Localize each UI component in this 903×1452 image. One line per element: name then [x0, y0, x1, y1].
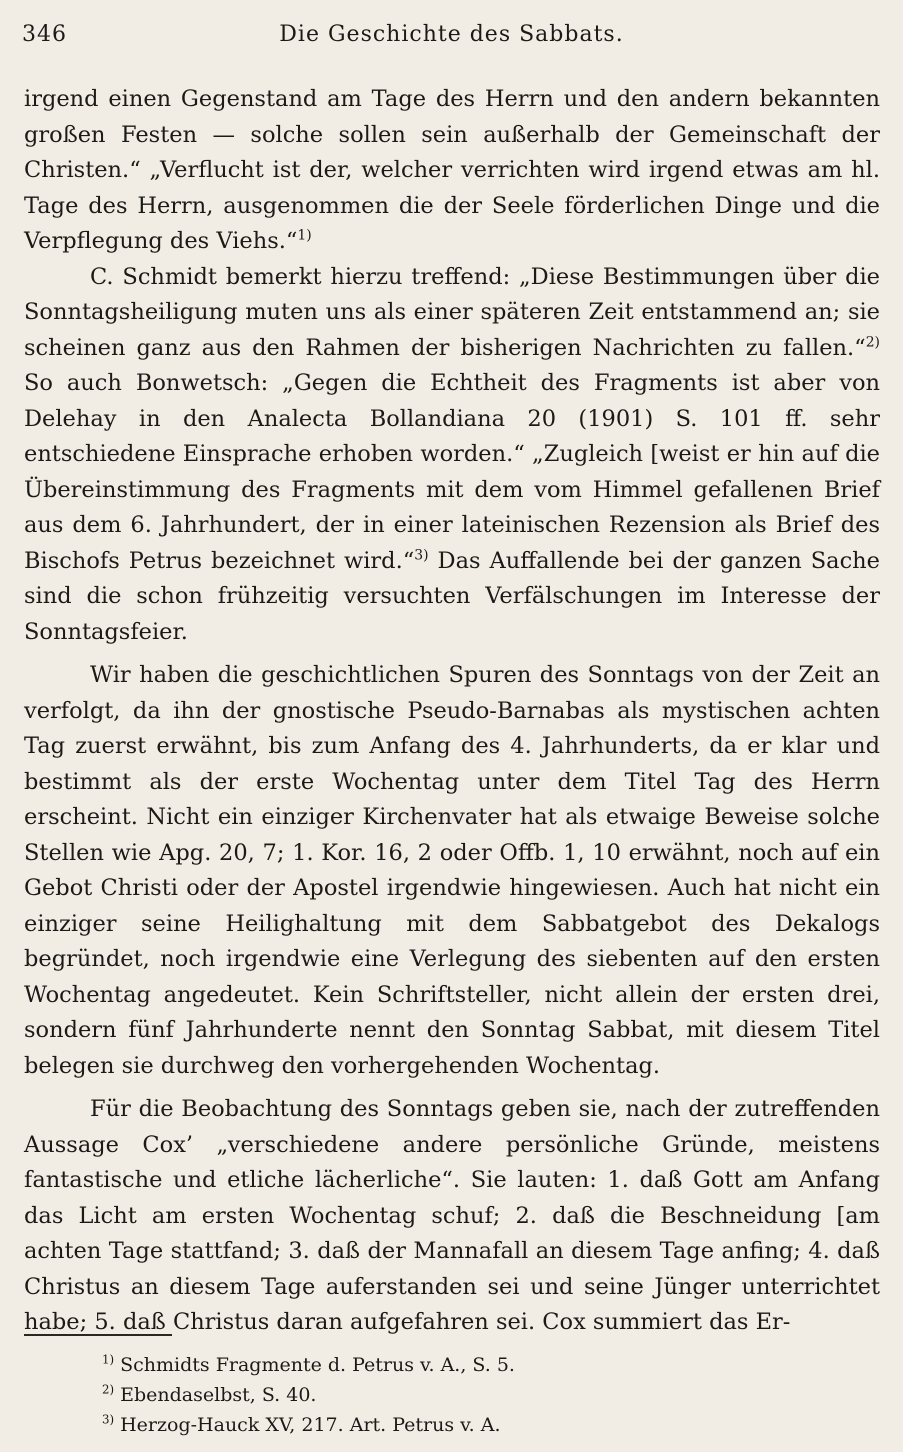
footnote-mark: 2): [102, 1382, 115, 1397]
paragraph-2: [24, 260, 880, 651]
page-header: [22, 22, 881, 52]
paragraph-1: [24, 82, 880, 260]
paragraph-text: Das Auffallende bei der ganzen Sache sind die schon frühzeitig versuchten Verfälschungen im Interesse der Sonntagsfeier.: [24, 547, 880, 645]
paragraph-text: So auch Bonwetsch: „Gegen die Echtheit des Fragments ist aber von Delehay in den Analecta Bollandiana 20 (1901) S. 101 ff. sehr entschiedene Einsprache erhoben worden.“ „Zugleich [weist er hin auf die Übereinstimmung des Fragments mit dem vom Himmel gefallenen Brief aus dem 6. Jahrhundert, der in einer lateinischen Rezension als Brief des Bischofs Petrus bezeichnet wird.“: [24, 370, 880, 574]
footnote-text: Ebendaselbst, S. 40.: [114, 1384, 317, 1406]
footnote-3: [102, 1410, 802, 1440]
paragraph-3: [24, 658, 880, 1084]
paragraph-text: Wir haben die geschichtlichen Spuren des Sonntags von der Zeit an verfolgt, da ihn der gnostische Pseudo-Barnabas als mystischen achten Tag zuerst erwähnt, bis zum Anfang des 4. Jahrhunderts, da er klar und bestimmt als der erste Wochentag unter dem Titel Tag des Herrn erscheint. Nicht ein einziger Kirchenvater hat als etwaige Beweise solche Stellen wie Apg. 20, 7; 1. Kor. 16, 2 oder Offb. 1, 10 erwähnt, noch auf ein Gebot Christi oder der Apostel irgendwie hingewiesen. Auch hat nicht ein einziger seine Heilighaltung mit dem Sabbatgebot des Dekalogs begründet, noch irgendwie eine Verlegung des siebenten auf den ersten Wochentag angedeutet. Kein Schriftsteller, nicht allein der ersten drei, sondern fünf Jahrhunderte nennt den Sonntag Sabbat, mit diesem Titel belegen sie durchweg den vorhergehenden Wochentag.: [24, 662, 880, 1079]
footnote-separator: [24, 1334, 172, 1336]
footnote-ref-2: 2): [865, 333, 880, 350]
page-number: 346: [22, 22, 67, 47]
footnotes: [102, 1350, 802, 1440]
paragraph-4: [24, 1092, 880, 1341]
footnote-ref-3: 3): [414, 546, 429, 563]
body-text: [24, 82, 880, 1341]
footnote-text: Schmidts Fragmente d. Petrus v. A., S. 5.: [114, 1354, 515, 1376]
paragraph-text: Für die Beobachtung des Sonntags geben sie, nach der zutreffenden Aussage Cox’ „verschiedene andere persönliche Gründe, meistens fantastische und etliche lächerliche“. Sie lauten: 1. daß Gott am Anfang das Licht am ersten Wochentag schuf; 2. daß die Beschneidung [am achten Tage stattfand; 3. daß der Mannafall an diesem Tage anfing; 4. daß Christus an diesem Tage auferstanden sei und seine Jünger unterrichtet habe; 5. daß Christus daran aufgefahren sei. Cox summiert das Er-: [24, 1096, 880, 1335]
footnote-1: [102, 1350, 802, 1380]
footnote-mark: 3): [102, 1412, 115, 1427]
footnote-mark: 1): [102, 1352, 115, 1367]
running-title: Die Geschichte des Sabbats.: [279, 22, 624, 47]
footnote-ref-1: 1): [297, 227, 312, 244]
paragraph-text: irgend einen Gegenstand am Tage des Herrn und den andern bekannten großen Festen — solche sollen sein außerhalb der Gemeinschaft der Christen.“ „Verflucht ist der, welcher verrichten wird irgend etwas am hl. Tage des Herrn, ausgenommen die der Seele förderlichen Dinge und die Verpflegung des Viehs.“: [24, 86, 880, 254]
footnote-2: [102, 1380, 802, 1410]
footnote-text: Herzog-Hauck XV, 217. Art. Petrus v. A.: [114, 1414, 501, 1436]
paragraph-text: C. Schmidt bemerkt hierzu treffend: „Diese Bestimmungen über die Sonntagsheiligung muten uns als einer späteren Zeit entstammend an; sie scheinen ganz aus den Rahmen der bisherigen Nachrichten zu fallen.“: [24, 263, 880, 361]
